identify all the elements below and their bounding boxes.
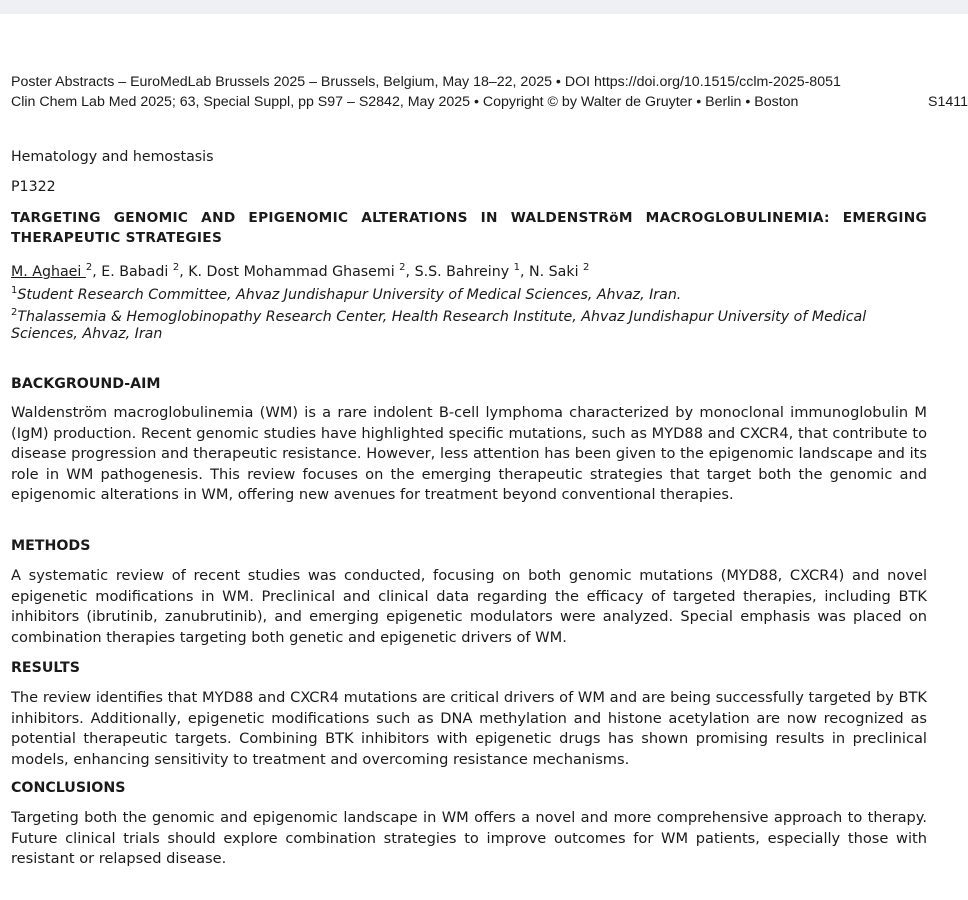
journal-header-line2 (11, 93, 968, 111)
abstract-category: Hematology and hemostasis (11, 149, 214, 165)
author-affiliation-mark: 2 (399, 262, 406, 273)
affiliation-text: Student Research Committee, Ahvaz Jundishapur University of Medical Sciences, Ahvaz, Iran. (17, 287, 682, 303)
author-affiliation-mark: 1 (513, 262, 520, 273)
background-heading: BACKGROUND-AIM (11, 376, 161, 392)
abstract-title: TARGETING GENOMIC AND EPIGENOMIC ALTERATIONS IN WALDENSTRöM MACROGLOBULINEMIA: EMERGING THERAPEUTIC STRATEGIES (11, 210, 927, 246)
top-bar (0, 0, 968, 14)
abstract-code: P1322 (11, 179, 56, 195)
author-list: M. Aghaei $^2$, E. Babadi $^2$, K. Dost Mohammad Ghasemi $^2$, S.S. Bahreiny $^1$, N. Saki $^2$ (11, 262, 590, 280)
affiliation-1 (11, 287, 927, 304)
background-text: Waldenström macroglobulinemia (WM) is a rare indolent B-cell lymphoma characterized by monoclonal immunoglobulin M (IgM) production. Recent genomic studies have highlighted specific mutations, such as MYD88 and CXCR4, that contribute to disease progression and therapeutic resistance. However, less attention has been given to the epigenomic landscape and its role in WM pathogenesis. This review focuses on the emerging therapeutic strategies that target both the genomic and epigenomic alterations in WM, offering new avenues for treatment beyond conventional therapies. (11, 404, 927, 503)
conclusions-heading: CONCLUSIONS (11, 780, 126, 796)
results-text: The review identifies that MYD88 and CXCR4 mutations are critical drivers of WM and are being successfully targeted by BTK inhibitors. Additionally, epigenetic modifications such as DNA methylation and histone acetylation are now recognized as potential therapeutic targets. Combining BTK inhibitors with epigenetic drugs has shown promising results in preclinical models, enhancing sensitivity to treatment and overcoming resistance mechanisms. (11, 689, 927, 768)
affiliation-2 (11, 309, 927, 343)
journal-header-citation: Clin Chem Lab Med 2025; 63, Special Suppl, pp S97 – S2842, May 2025 • Copyright © by Walter de Gruyter • Berlin • Boston (11, 94, 799, 110)
author-affiliation-mark: 2 (172, 262, 180, 273)
affiliation-text: Thalassemia & Hemoglobinopathy Research Center, Health Research Institute, Ahvaz Jundishapur University of Medical Sciences, Ahvaz, Iran (11, 309, 867, 342)
journal-header-doi-line: Poster Abstracts – EuroMedLab Brussels 2025 – Brussels, Belgium, May 18–22, 2025 • DOI https://doi.org/10.1515/cclm-2025-8051 (11, 74, 841, 90)
affiliation-number: 2 (11, 307, 18, 318)
author-name: K. Dost Mohammad Ghasemi (188, 264, 400, 280)
author-name: S.S. Bahreiny (414, 264, 514, 280)
journal-header-line1 (11, 73, 968, 91)
author-affiliation-mark: 2 (583, 262, 590, 273)
author-name: E. Babadi (101, 264, 173, 280)
affiliation-number: 1 (11, 285, 18, 296)
author-name: N. Saki (529, 264, 584, 280)
author-name: M. Aghaei (11, 264, 86, 280)
methods-heading: METHODS (11, 538, 91, 554)
author-affiliation-mark: 2 (85, 262, 93, 273)
methods-text: A systematic review of recent studies was conducted, focusing on both genomic mutations (MYD88, CXCR4) and novel epigenetic modifications in WM. Preclinical and clinical data regarding the efficacy of targeted therapies, including BTK inhibitors (ibrutinib, zanubrutinib), and emerging epigenetic modulators were analyzed. Special emphasis was placed on combination therapies targeting both genetic and epigenetic drivers of WM. (11, 567, 927, 646)
results-heading: RESULTS (11, 660, 80, 676)
conclusions-text: Targeting both the genomic and epigenomic landscape in WM offers a novel and more comprehensive approach to therapy. Future clinical trials should explore combination strategies to improve outcomes for WM patients, especially those with resistant or relapsed disease. (11, 809, 927, 867)
page-number: S1411 (928, 94, 968, 110)
